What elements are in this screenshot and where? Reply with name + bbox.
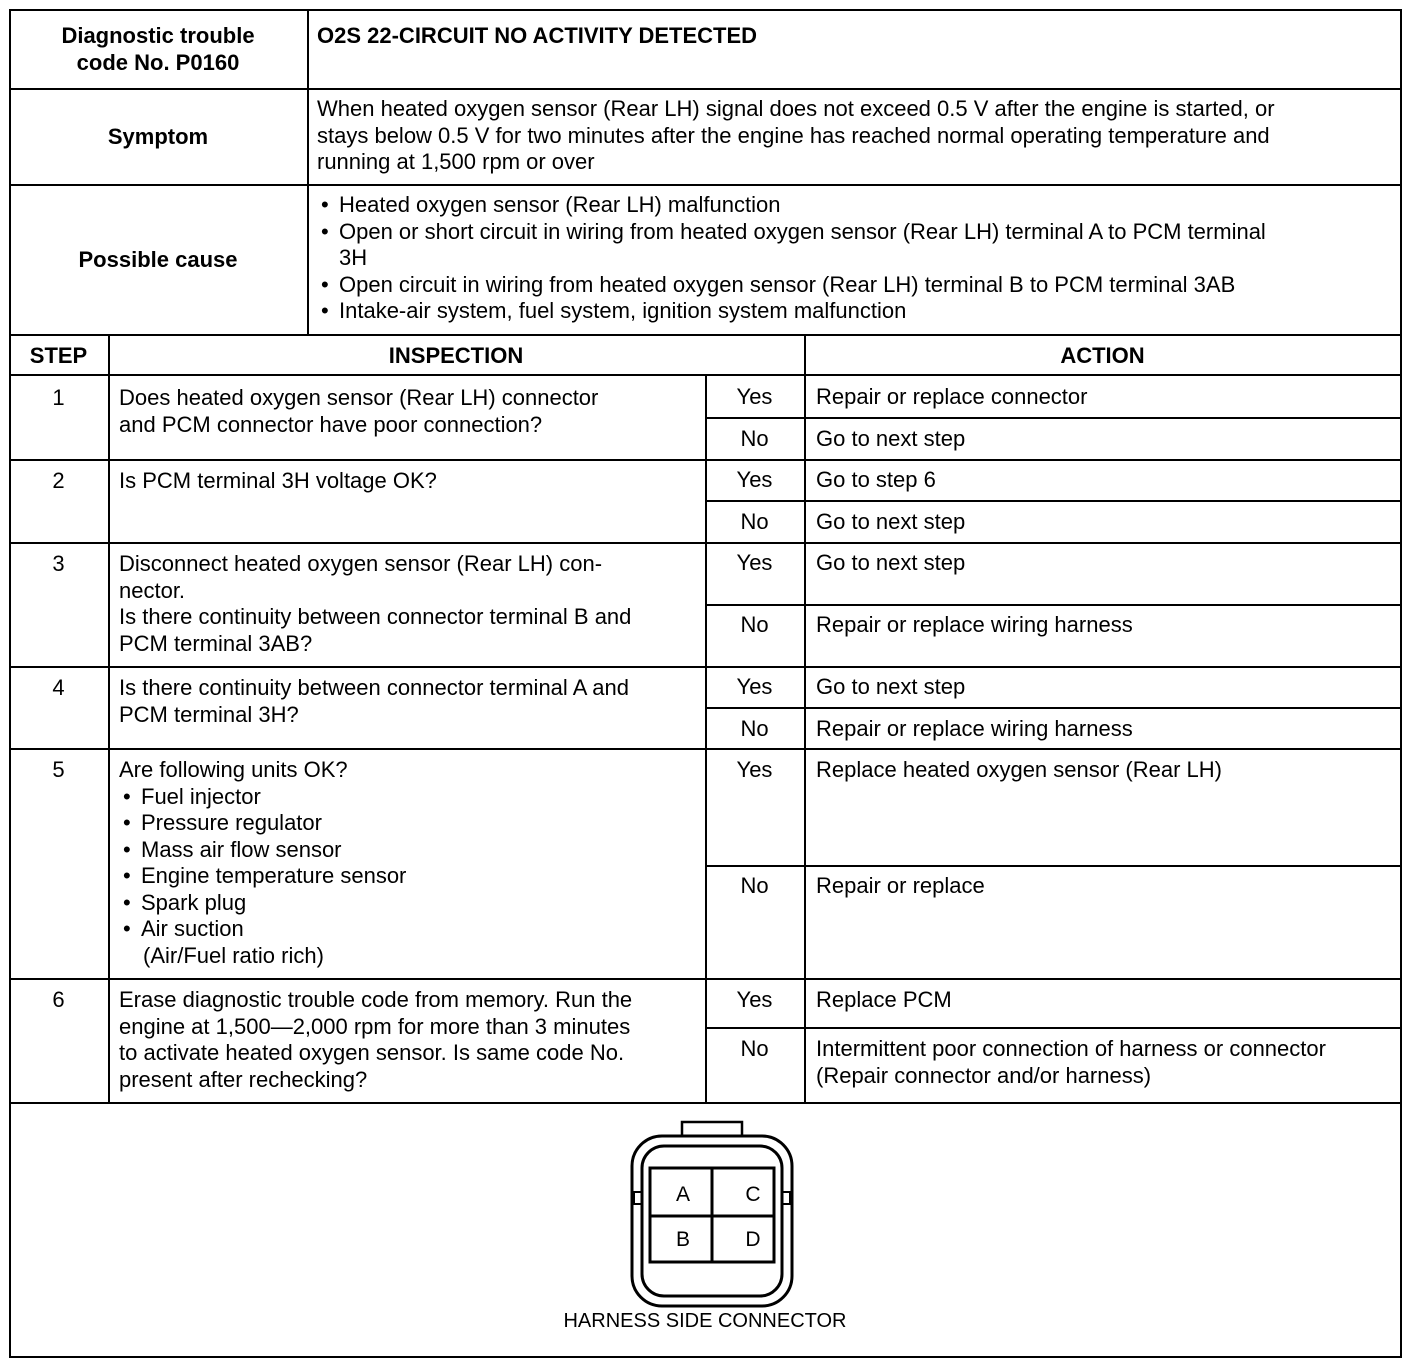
cause-item-line: • Open or short circuit in wiring from heated oxygen sensor (Rear LH) terminal A to PCM terminal	[339, 218, 1266, 244]
no-label: No	[740, 716, 769, 741]
step-inspection: Is PCM terminal 3H voltage OK?	[119, 468, 437, 493]
yes-label: Yes	[736, 757, 773, 782]
cause-item-line: 3H	[339, 245, 368, 270]
cause-item: • Intake-air system, fuel system, ignition system malfunction	[317, 298, 1266, 325]
step-inspection	[119, 987, 632, 1093]
dtc-label	[9, 23, 307, 76]
symptom-line: running at 1,500 rpm or over	[317, 149, 595, 174]
inspection-line: PCM terminal 3H?	[119, 701, 299, 727]
no-action: Go to next step	[816, 426, 966, 451]
connector-caption: HARNESS SIDE CONNECTOR	[563, 1310, 847, 1332]
action-header: ACTION	[1060, 343, 1145, 368]
step-number: 6	[52, 987, 65, 1012]
yes-label: Yes	[736, 467, 773, 492]
unit-item: • Spark plug	[119, 890, 406, 917]
inspection-line: present after rechecking?	[119, 1066, 368, 1092]
unit-item: • Air suction	[119, 916, 406, 943]
no-action-line: Intermittent poor connection of harness or connector	[816, 1036, 1326, 1061]
inspection-line: Erase diagnostic trouble code from memory. Run the	[119, 987, 633, 1012]
symptom-label: Symptom	[107, 124, 209, 149]
terminal-b: B	[675, 1228, 691, 1251]
yes-label: Yes	[736, 987, 773, 1012]
terminal-a: A	[675, 1183, 691, 1206]
cause-item	[317, 219, 1266, 272]
no-label: No	[740, 1036, 769, 1061]
yes-action: Go to step 6	[816, 467, 936, 492]
inspection-line: and PCM connector have poor connection?	[119, 411, 543, 437]
step-number: 2	[52, 468, 65, 493]
unit-item: • Engine temperature sensor	[119, 863, 406, 890]
symptom-text	[317, 96, 1275, 176]
step-inspection	[119, 757, 406, 969]
possible-cause-list	[317, 192, 1266, 325]
yes-action: Repair or replace connector	[816, 384, 1088, 409]
symptom-line: When heated oxygen sensor (Rear LH) signal does not exceed 0.5 V after the engine is started, or	[317, 96, 1275, 121]
inspection-line: Is there continuity between connector terminal B and	[119, 604, 632, 629]
inspection-line: nector.	[119, 577, 186, 603]
inspection-line: to activate heated oxygen sensor. Is same code No.	[119, 1040, 625, 1065]
step-number: 1	[52, 385, 65, 410]
no-label: No	[740, 509, 769, 534]
no-action: Repair or replace	[816, 873, 985, 898]
unit-item: • Fuel injector	[119, 784, 406, 811]
possible-cause-label: Possible cause	[78, 247, 238, 272]
yes-action: Go to next step	[816, 550, 966, 575]
no-label: No	[740, 873, 769, 898]
no-label: No	[740, 426, 769, 451]
dtc-label-line-1: Diagnostic trouble	[61, 23, 255, 48]
no-action: Repair or replace wiring harness	[816, 716, 1133, 741]
symptom-line: stays below 0.5 V for two minutes after the engine has reached normal operating temperature and	[317, 122, 1270, 148]
inspection-header: INSPECTION	[388, 343, 524, 368]
step-number: 4	[52, 675, 65, 700]
no-label: No	[740, 612, 769, 637]
yes-action: Replace heated oxygen sensor (Rear LH)	[816, 757, 1223, 782]
yes-label: Yes	[736, 550, 773, 575]
step-number: 3	[52, 551, 65, 576]
inspection-line: Disconnect heated oxygen sensor (Rear LH) con-	[119, 551, 603, 576]
step-number: 5	[52, 757, 65, 782]
step-inspection	[119, 385, 598, 438]
yes-label: Yes	[736, 384, 773, 409]
inspection-line: Is there continuity between connector terminal A and	[119, 675, 629, 700]
inspection-note: (Air/Fuel ratio rich)	[143, 942, 324, 968]
unit-item: • Mass air flow sensor	[119, 837, 406, 864]
cause-item: • Open circuit in wiring from heated oxygen sensor (Rear LH) terminal B to PCM terminal 3AB	[317, 272, 1266, 299]
no-action: Go to next step	[816, 509, 966, 534]
step-inspection	[119, 551, 631, 657]
unit-item: • Pressure regulator	[119, 810, 406, 837]
yes-action: Go to next step	[816, 674, 966, 699]
no-action	[816, 1036, 1326, 1089]
harness-connector-diagram	[620, 1118, 804, 1308]
yes-action: Replace PCM	[816, 987, 952, 1012]
inspection-line: Does heated oxygen sensor (Rear LH) connector	[119, 385, 599, 410]
no-action: Repair or replace wiring harness	[816, 612, 1133, 637]
step-header: STEP	[29, 343, 88, 368]
terminal-d: D	[745, 1228, 761, 1251]
yes-label: Yes	[736, 674, 773, 699]
inspection-line: Are following units OK?	[119, 757, 348, 782]
page-title: O2S 22-CIRCUIT NO ACTIVITY DETECTED	[317, 23, 758, 48]
inspection-line: engine at 1,500—2,000 rpm for more than 3 minutes	[119, 1013, 631, 1039]
cause-item: • Heated oxygen sensor (Rear LH) malfunction	[317, 192, 1266, 219]
inspection-line: PCM terminal 3AB?	[119, 630, 313, 656]
dtc-label-line-2: code No. P0160	[76, 49, 240, 75]
terminal-c: C	[745, 1183, 761, 1206]
step-inspection	[119, 675, 629, 728]
no-action-line: (Repair connector and/or harness)	[816, 1062, 1152, 1088]
